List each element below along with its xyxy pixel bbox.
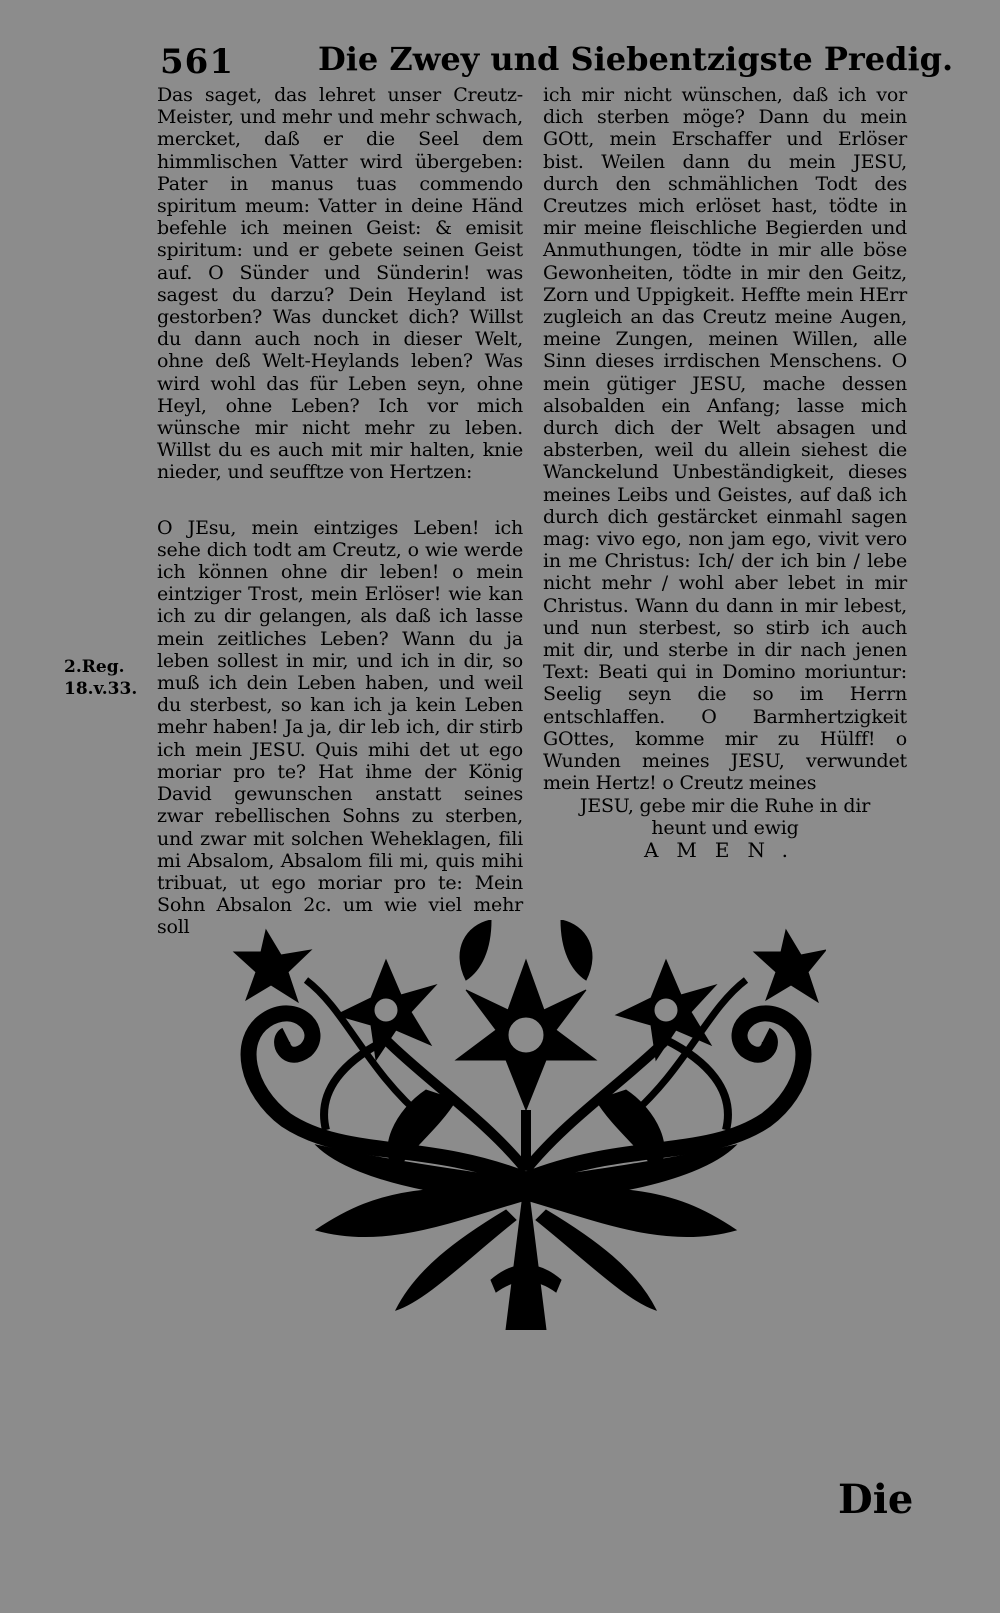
left-column <box>157 84 523 939</box>
marginal-note-line-2: 18.v.33. <box>64 679 138 699</box>
marginal-note <box>64 656 154 700</box>
left-paragraph-2: O JEsu, mein eintziges Leben! ich sehe dich todt am Creutz, o wie werde ich können ohne dir leben! o mein eintziger Trost, mein Erlöser! wie kan ich zu dir gelangen, als daß ich lasse mein zeitliches Leben? Wann du ja leben sollest in mir, und ich in dir, so muß ich dein Leben haben, und weil du sterbest, so kan ich ja kein Leben mehr haben! Ja ja, dir leb ich, dir stirb ich mein JESU. Quis mihi det ut ego moriar pro te? Hat ihme der König David gewunschen anstatt seines zwar rebellischen Sohns zu sterben, und zwar mit solchen Weheklagen, fili mi Absalom, Absalom fili mi, quis mihi tribuat, ut ego moriar pro te: Mein Sohn Absalon 2c. um wie viel mehr soll <box>157 516 523 939</box>
closing-line-2: heunt und ewig <box>651 816 799 839</box>
closing-line-1: JESU, gebe mir die Ruhe in dir <box>579 794 871 817</box>
left-paragraph-1: Das saget, das lehret unser Creutz-Meister, und mehr und mehr schwach, mercket, daß er die Seel dem himmlischen Vatter wird übergeben: Pater in manus tuas commendo spiritum meum: Vatter in deine Händ befehle ich meinen Geist: & emisit spiritum: und er gebete seinen Geist auf. O Sünder und Sünderin! was sagest du darzu? Dein Heyland ist gestorben? Was duncket dich? Willst du dann auch noch in dieser Welt, ohne deß Welt-Heylands leben? Was wird wohl das für Leben seyn, ohne Heyl, ohne Leben? Ich vor mich wünsche mir nicht mehr zu leben. Willst du es auch mit mir halten, knie nieder, und seufftze von Hertzen: <box>157 84 523 484</box>
page-number: 561 <box>160 42 234 82</box>
running-title: Die Zwey und Siebentzigste Predig. <box>318 40 954 78</box>
floral-woodcut-icon <box>226 920 826 1330</box>
marginal-note-line-1: 2.Reg. <box>64 657 125 677</box>
paragraph-gap <box>157 484 523 517</box>
right-paragraph-1: ich mir nicht wünschen, daß ich vor dich sterben möge? Dann du mein GOtt, mein Erschaffer und Erlöser bist. Weilen dann du mein JESU, durch den schmählichen Todt des Creutzes mich erlöset hast, tödte in mir meine fleischliche Begierden und Anmuthungen, tödte in mir alle böse Gewonheiten, tödte in mir den Geitz, Zorn und Uppigkeit. Heffte mein HErr zugleich an das Creutz meine Augen, meine Zungen, meinen Willen, alle Sinn dieses irrdischen Menschens. O mein gütiger JESU, mache dessen alsobalden ein Anfang; lasse mich durch dich der Welt absagen und absterben, weil du allein siehest die Wanckelund Unbeständigkeit, dieses meines Leibs und Geistes, auf daß ich durch dich gestärcket einmahl sagen mag: vivo ego, non jam ego, vivit vero in me Christus: Ich/ der ich bin / lebe nicht mehr / wohl aber lebet in mir Christus. Wann du dann in mir lebest, und nun sterbest, so stirb ich auch mit dir, und sterbe in dir nach jenen Text: Beati qui in Domino moriuntur: Seelig seyn die so im Herrn entschlaffen. O Barmhertzigkeit GOttes, komme mir zu Hülff! o Wunden meines JESU, verwundet mein Hertz! o Creutz meines <box>543 84 907 795</box>
right-column <box>543 84 907 861</box>
amen: AMEN. <box>643 837 807 862</box>
catchword: Die <box>838 1476 914 1523</box>
